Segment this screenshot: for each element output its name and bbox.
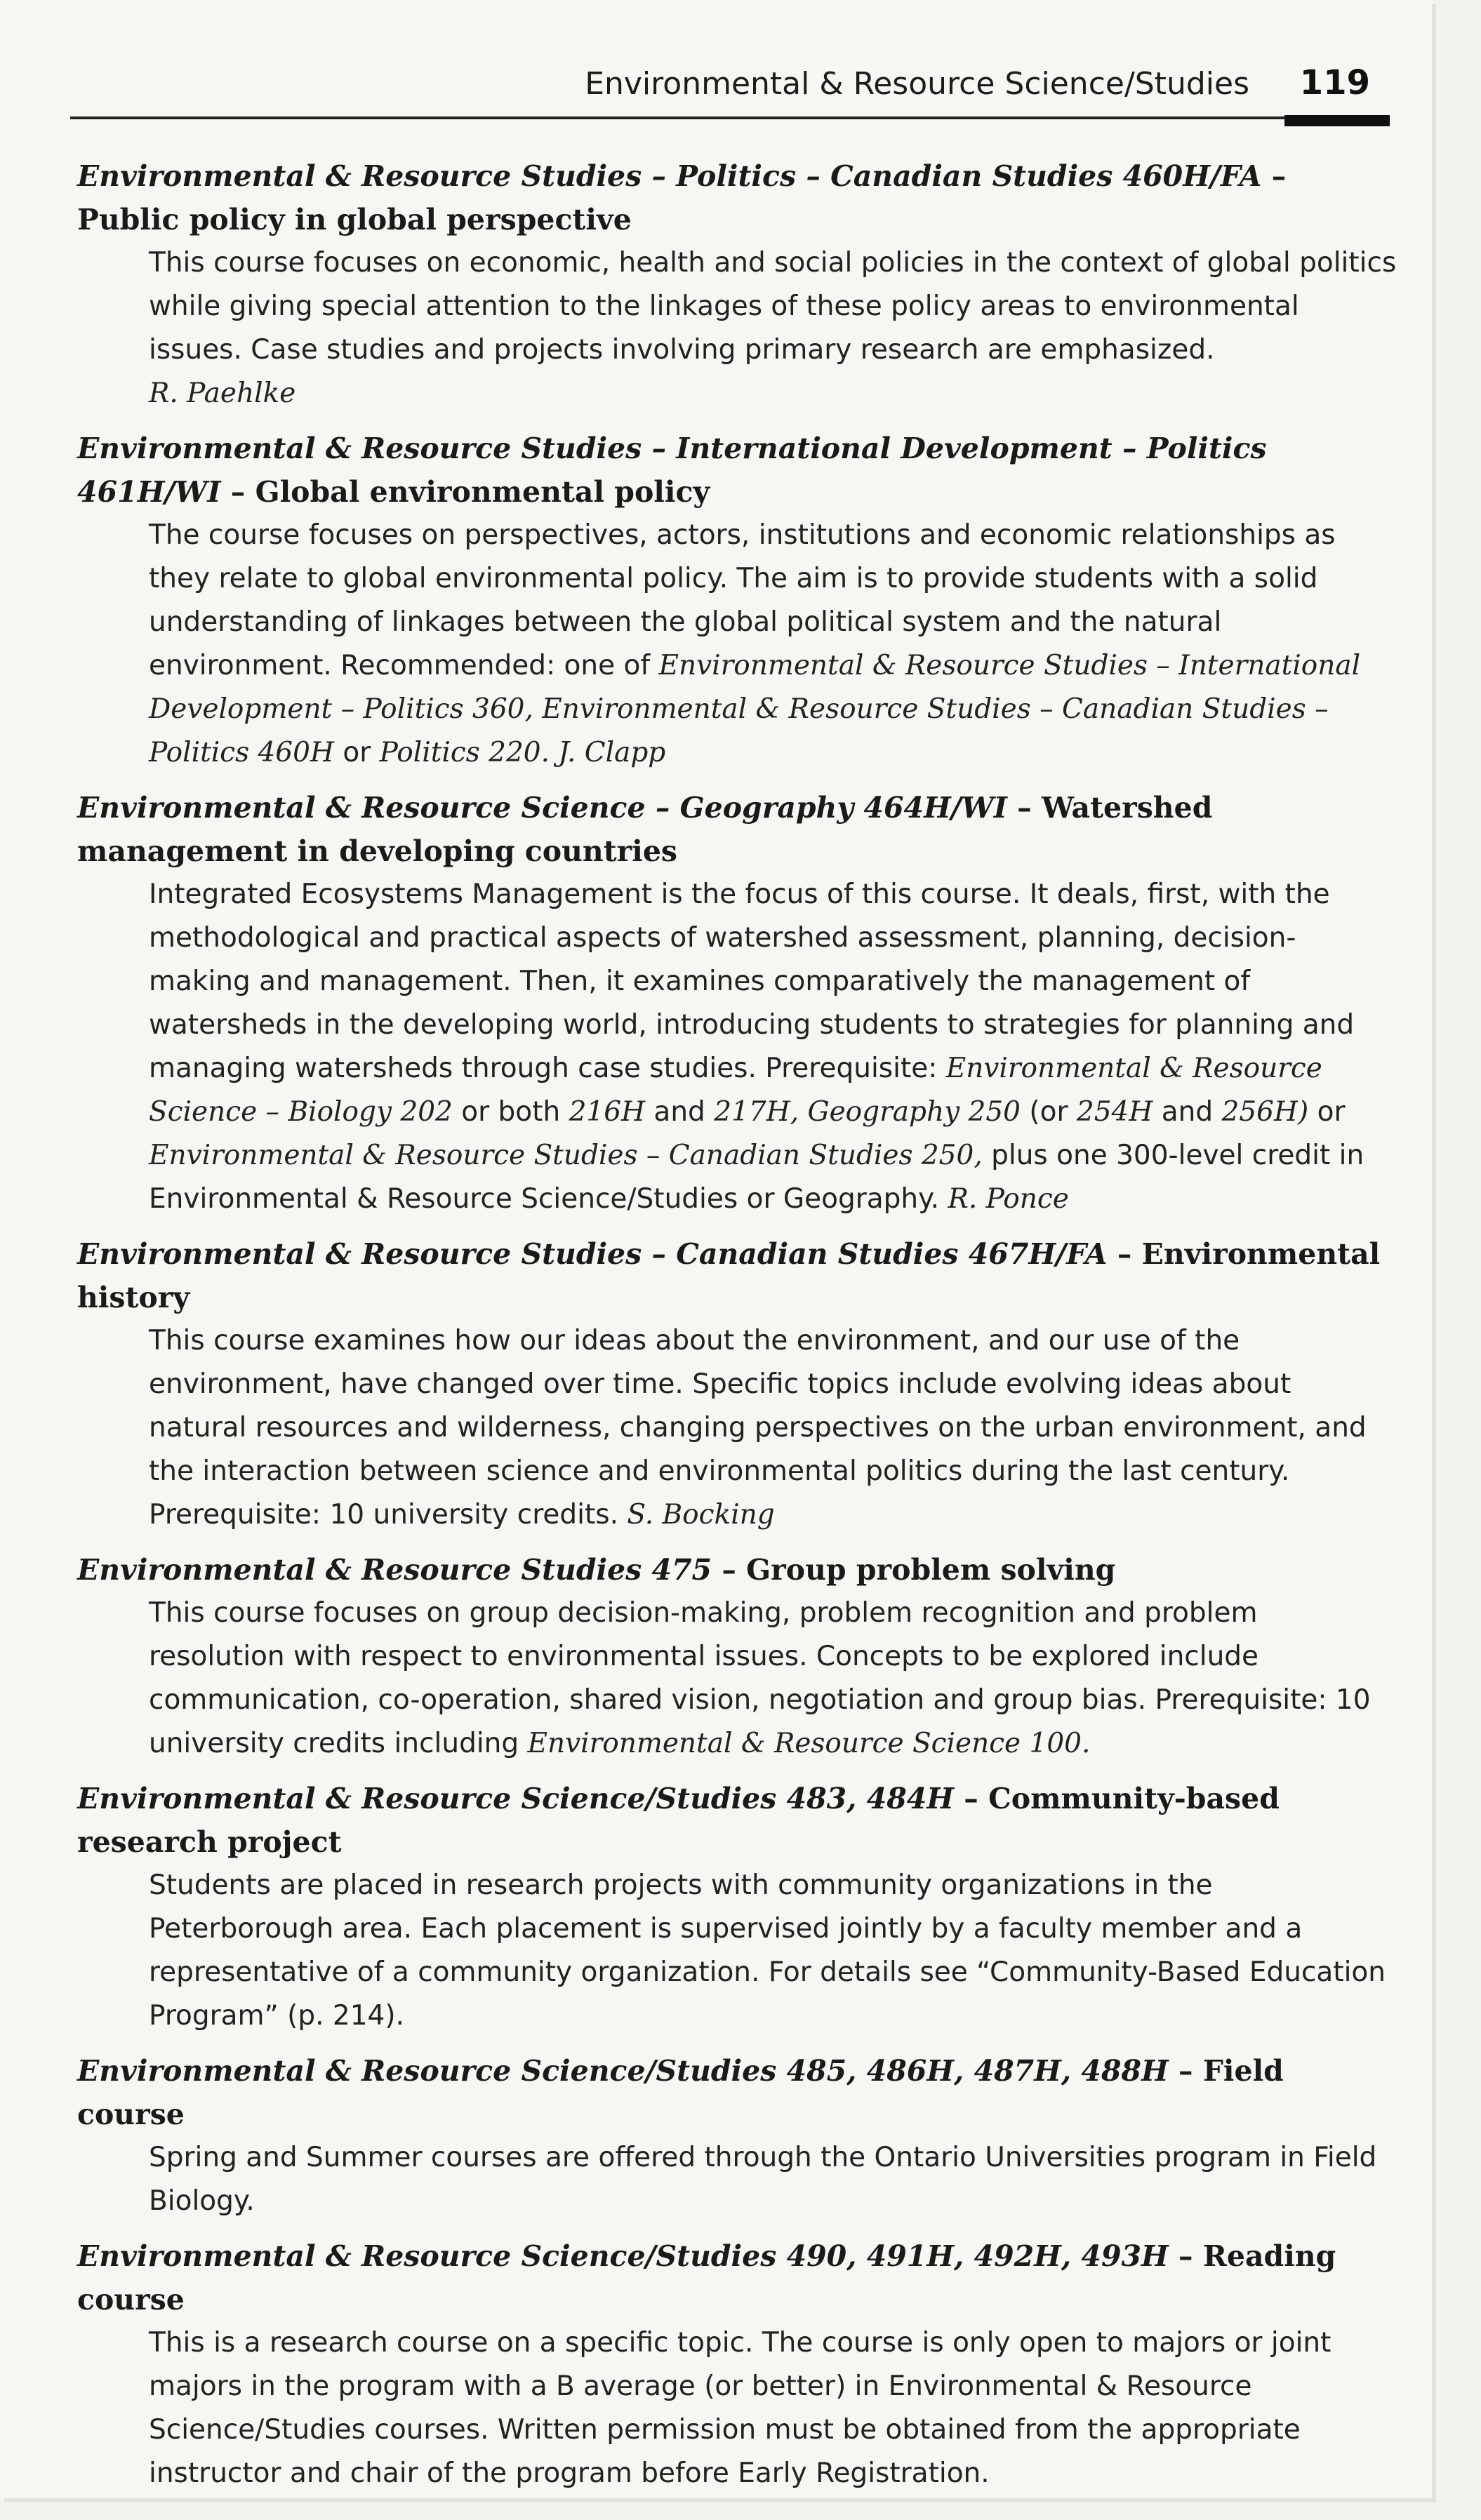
- course-heading: Environmental & Resource Science – Geography 464H/WI – Watershed management in developing countries: [77, 791, 1213, 868]
- course-heading: Environmental & Resource Studies 475 – Group problem solving: [77, 1553, 1116, 1587]
- course-entry: [77, 427, 1397, 775]
- course-instructor: S. Bocking: [627, 1499, 775, 1531]
- course-heading: Environmental & Resource Science/Studies 490, 491H, 492H, 493H – Reading course: [77, 2239, 1336, 2316]
- course-description: This is a research course on a specific topic. The course is only open to majors or joint majors in the program with a B average (or better) in Environmental & Resource Science/Studies courses. Written permission must be obtained from the appropriate instructor and chair of the program before Early Registration.: [149, 2327, 1331, 2489]
- course-description: Integrated Ecosystems Management is the focus of this course. It deals, first, with the methodological and practical aspects of watershed assessment, planning, decision-making and management. Then, it examines comparatively the management of watersheds in the developing world, introducing students to strategies for planning and managing watersheds through case studies. Prerequisite: Environmental & Resource Science – Biology 202 or both 216H and 217H, Geography 250 (or 254H and 256H) or Environmental & Resource Studies – Canadian Studies 250, plus one 300-level credit in Environmental & Resource Science/Studies or Geography. R. Ponce: [149, 879, 1364, 1215]
- running-head: Environmental & Resource Science/Studies: [585, 66, 1249, 102]
- course-heading: Environmental & Resource Studies – Politics – Canadian Studies 460H/FA – Public policy in global perspective: [77, 159, 1287, 236]
- course-code: Environmental & Resource Studies – Politics – Canadian Studies 460H/FA: [77, 159, 1262, 193]
- course-entry: [77, 786, 1397, 1221]
- course-title: Global environmental policy: [255, 475, 710, 509]
- course-description: The course focuses on perspectives, actors, institutions and economic relationships as they relate to global environmental policy. The aim is to provide students with a solid understanding of linkages between the global political system and the natural environment. Recommended: one of Environmental & Resource Studies – International Development – Politics 360, Environmental & Resource Studies – Canadian Studies – Politics 460H or Politics 220. J. Clapp: [149, 519, 1361, 768]
- course-code: Environmental & Resource Science/Studies 490, 491H, 492H, 493H: [77, 2239, 1169, 2273]
- course-instructor: Politics 220. J. Clapp: [379, 737, 666, 768]
- course-entry: [77, 1777, 1397, 2038]
- course-code: Environmental & Resource Studies 475: [77, 1553, 712, 1587]
- course-description: This course examines how our ideas about the environment, and our use of the environment, have changed over time. Specific topics include evolving ideas about natural resources and wilderness, changing perspectives on the urban environment, and the interaction between science and environmental politics during the last century. Prerequisite: 10 university credits. S. Bocking: [149, 1325, 1367, 1531]
- course-entry: [77, 154, 1397, 415]
- course-title: Environmental history: [77, 1237, 1381, 1314]
- course-code: Environmental & Resource Studies – International Development – Politics 461H/WI: [77, 432, 1267, 509]
- course-description: Students are placed in research projects with community organizations in the Peterborough area. Each placement is supervised jointly by a faculty member and a representative of a community organization. For details see “Community-Based Education Program” (p. 214).: [149, 1869, 1386, 2032]
- course-code: Environmental & Resource Science – Geography 464H/WI: [77, 791, 1007, 825]
- course-entry: [77, 2049, 1397, 2223]
- course-instructor: R. Ponce: [948, 1183, 1069, 1215]
- header-rule: [70, 116, 1390, 119]
- course-title: Reading course: [77, 2239, 1336, 2316]
- course-list: [77, 154, 1397, 2507]
- page-number: 119: [1299, 63, 1370, 102]
- course-title: Public policy in global perspective: [77, 203, 632, 236]
- course-code: Environmental & Resource Studies – Canadian Studies 467H/FA: [77, 1237, 1108, 1271]
- course-title: Field course: [77, 2054, 1284, 2131]
- course-title: Watershed management in developing countries: [77, 791, 1213, 868]
- course-entry: [77, 1232, 1397, 1537]
- course-title: Community-based research project: [77, 1782, 1280, 1859]
- course-heading: Environmental & Resource Science/Studies 485, 486H, 487H, 488H – Field course: [77, 2054, 1284, 2131]
- course-entry: [77, 2234, 1397, 2495]
- course-code: Environmental & Resource Science/Studies 483, 484H: [77, 1782, 955, 1815]
- course-heading: Environmental & Resource Studies – Canadian Studies 467H/FA – Environmental history: [77, 1237, 1381, 1314]
- course-description: Spring and Summer courses are offered through the Ontario Universities program in Field Biology.: [149, 2142, 1377, 2217]
- course-code: Environmental & Resource Science/Studies 485, 486H, 487H, 488H: [77, 2054, 1169, 2088]
- course-entry: [77, 1548, 1397, 1766]
- course-heading: Environmental & Resource Studies – International Development – Politics 461H/WI – Global environmental policy: [77, 432, 1267, 509]
- course-description: This course focuses on group decision-making, problem recognition and problem resolution with respect to environmental issues. Concepts to be explored include communication, co-operation, shared vision, negotiation and group bias. Prerequisite: 10 university credits including Environmental & Resource Science 100.: [149, 1597, 1371, 1759]
- course-description: This course focuses on economic, health and social policies in the context of global politics while giving special attention to the linkages of these policy areas to environmental issues. Case studies and projects involving primary research are emphasized. R. Paehlke: [149, 247, 1397, 409]
- course-heading: Environmental & Resource Science/Studies 483, 484H – Community-based research project: [77, 1782, 1280, 1859]
- page-header: [70, 56, 1390, 119]
- course-title: Group problem solving: [746, 1553, 1116, 1587]
- course-instructor: R. Paehlke: [149, 378, 296, 409]
- header-rule-tab: [1284, 115, 1390, 126]
